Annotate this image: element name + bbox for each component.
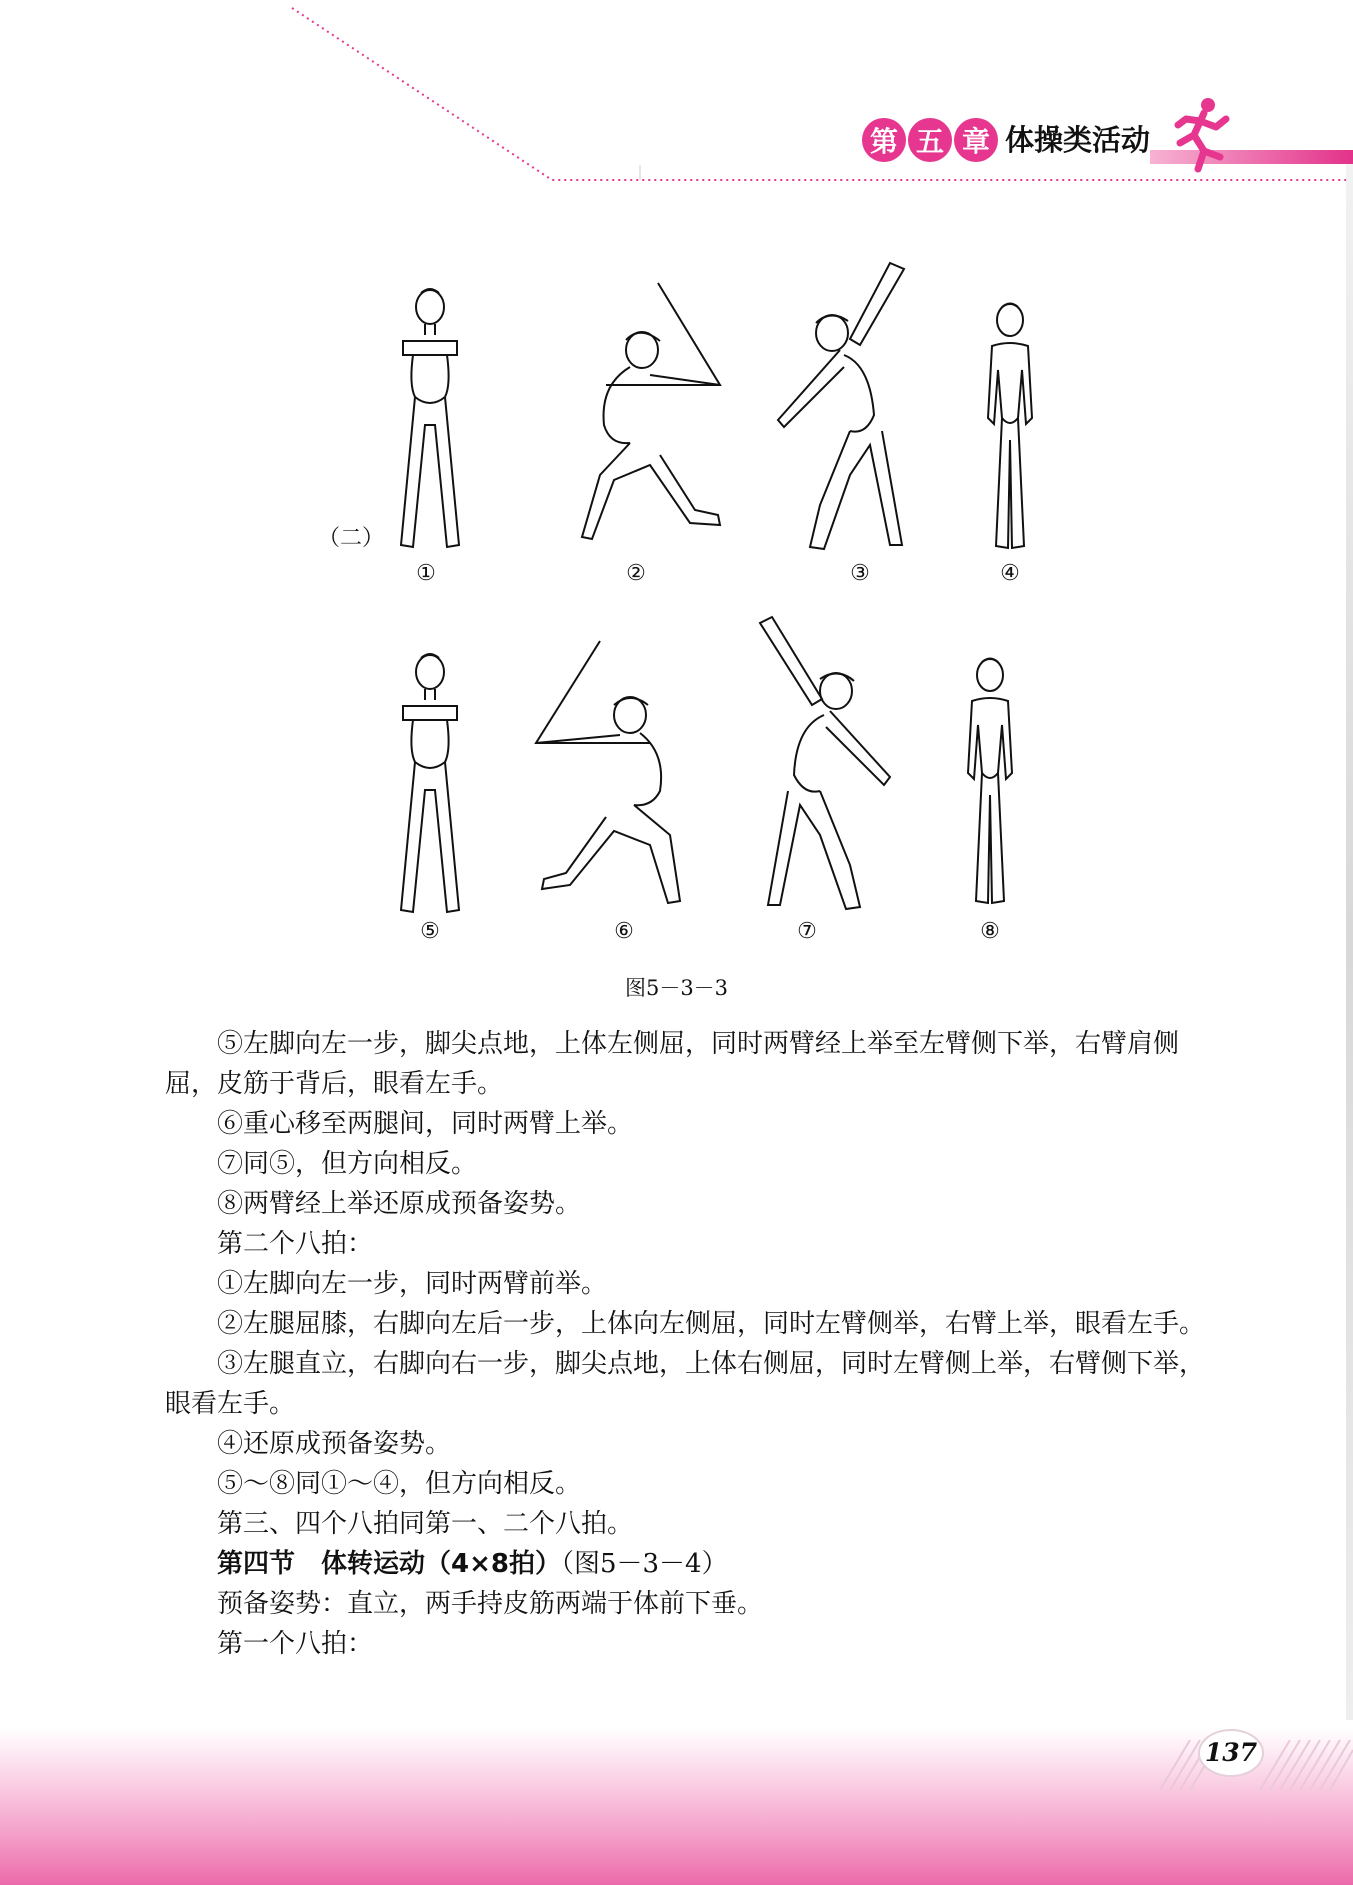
chapter-badge-3: 章 [954,118,998,162]
figure-label-8: ⑧ [980,919,1000,944]
paragraph: ⑤～⑧同①～④，但方向相反。 [217,1469,582,1499]
figure-label-2: ② [626,561,646,586]
figure-8-illustration [950,655,1030,910]
figure-label-7: ⑦ [797,919,817,944]
paragraph: 第二个八拍： [217,1229,374,1259]
page-edge-bar [1346,160,1353,1720]
figure-label-6: ⑥ [614,919,634,944]
footer-band [0,1728,1353,1885]
paragraph: 第一个八拍： [217,1629,374,1659]
paragraph: 预备姿势：直立，两手持皮筋两端于体前下垂。 [217,1589,764,1619]
figure-1-illustration [385,285,475,555]
figure-4-illustration [970,300,1050,555]
paragraph: ④还原成预备姿势。 [217,1429,452,1459]
paragraph: ⑤左脚向左一步，脚尖点地，上体左侧屈，同时两臂经上举至左臂侧下举，右臂肩侧屈，皮筋于背后，眼看左手。 [165,1029,1180,1099]
section-title: 第四节 体转运动（4×8拍） [217,1549,561,1579]
paragraph: ③左腿直立，右脚向右一步，脚尖点地，上体右侧屈，同时左臂侧上举，右臂侧下举，眼看左手。 [165,1349,1206,1419]
chapter-badge-2: 五 [908,118,952,162]
figure-5-illustration [385,650,475,920]
figure-label-5: ⑤ [420,919,440,944]
paragraph: ⑥重心移至两腿间，同时两臂上举。 [217,1109,634,1139]
figure-group-label: （二） [318,526,385,551]
figure-3-illustration [770,255,920,555]
paragraph: ⑦同⑤，但方向相反。 [217,1149,478,1179]
paragraph: ①左脚向左一步，同时两臂前举。 [217,1269,608,1299]
body-text [165,1024,1205,1664]
figure-caption: 图5－3－3 [624,976,729,1000]
paragraph: ②左腿屈膝，右脚向左后一步，上体向左侧屈，同时左臂侧举，右臂上举，眼看左手。 [217,1309,1206,1339]
chapter-title: 体操类活动 [1005,123,1151,157]
section-heading [165,1544,1205,1584]
figure-label-3: ③ [850,561,870,586]
page-number: 137 [1198,1729,1264,1777]
paragraph: ⑧两臂经上举还原成预备姿势。 [217,1189,582,1219]
header-dotted-line [0,0,1353,200]
figure-2-illustration [560,275,735,550]
chapter-badge-1: 第 [862,118,906,162]
figure-label-1: ① [416,561,436,586]
section-figure-ref: （图5－3－4） [560,1549,728,1579]
runner-icon [1160,95,1240,175]
figure-6-illustration [530,635,705,915]
figure-label-4: ④ [1000,561,1020,586]
paragraph: 第三、四个八拍同第一、二个八拍。 [217,1509,634,1539]
figure-7-illustration [750,615,900,915]
